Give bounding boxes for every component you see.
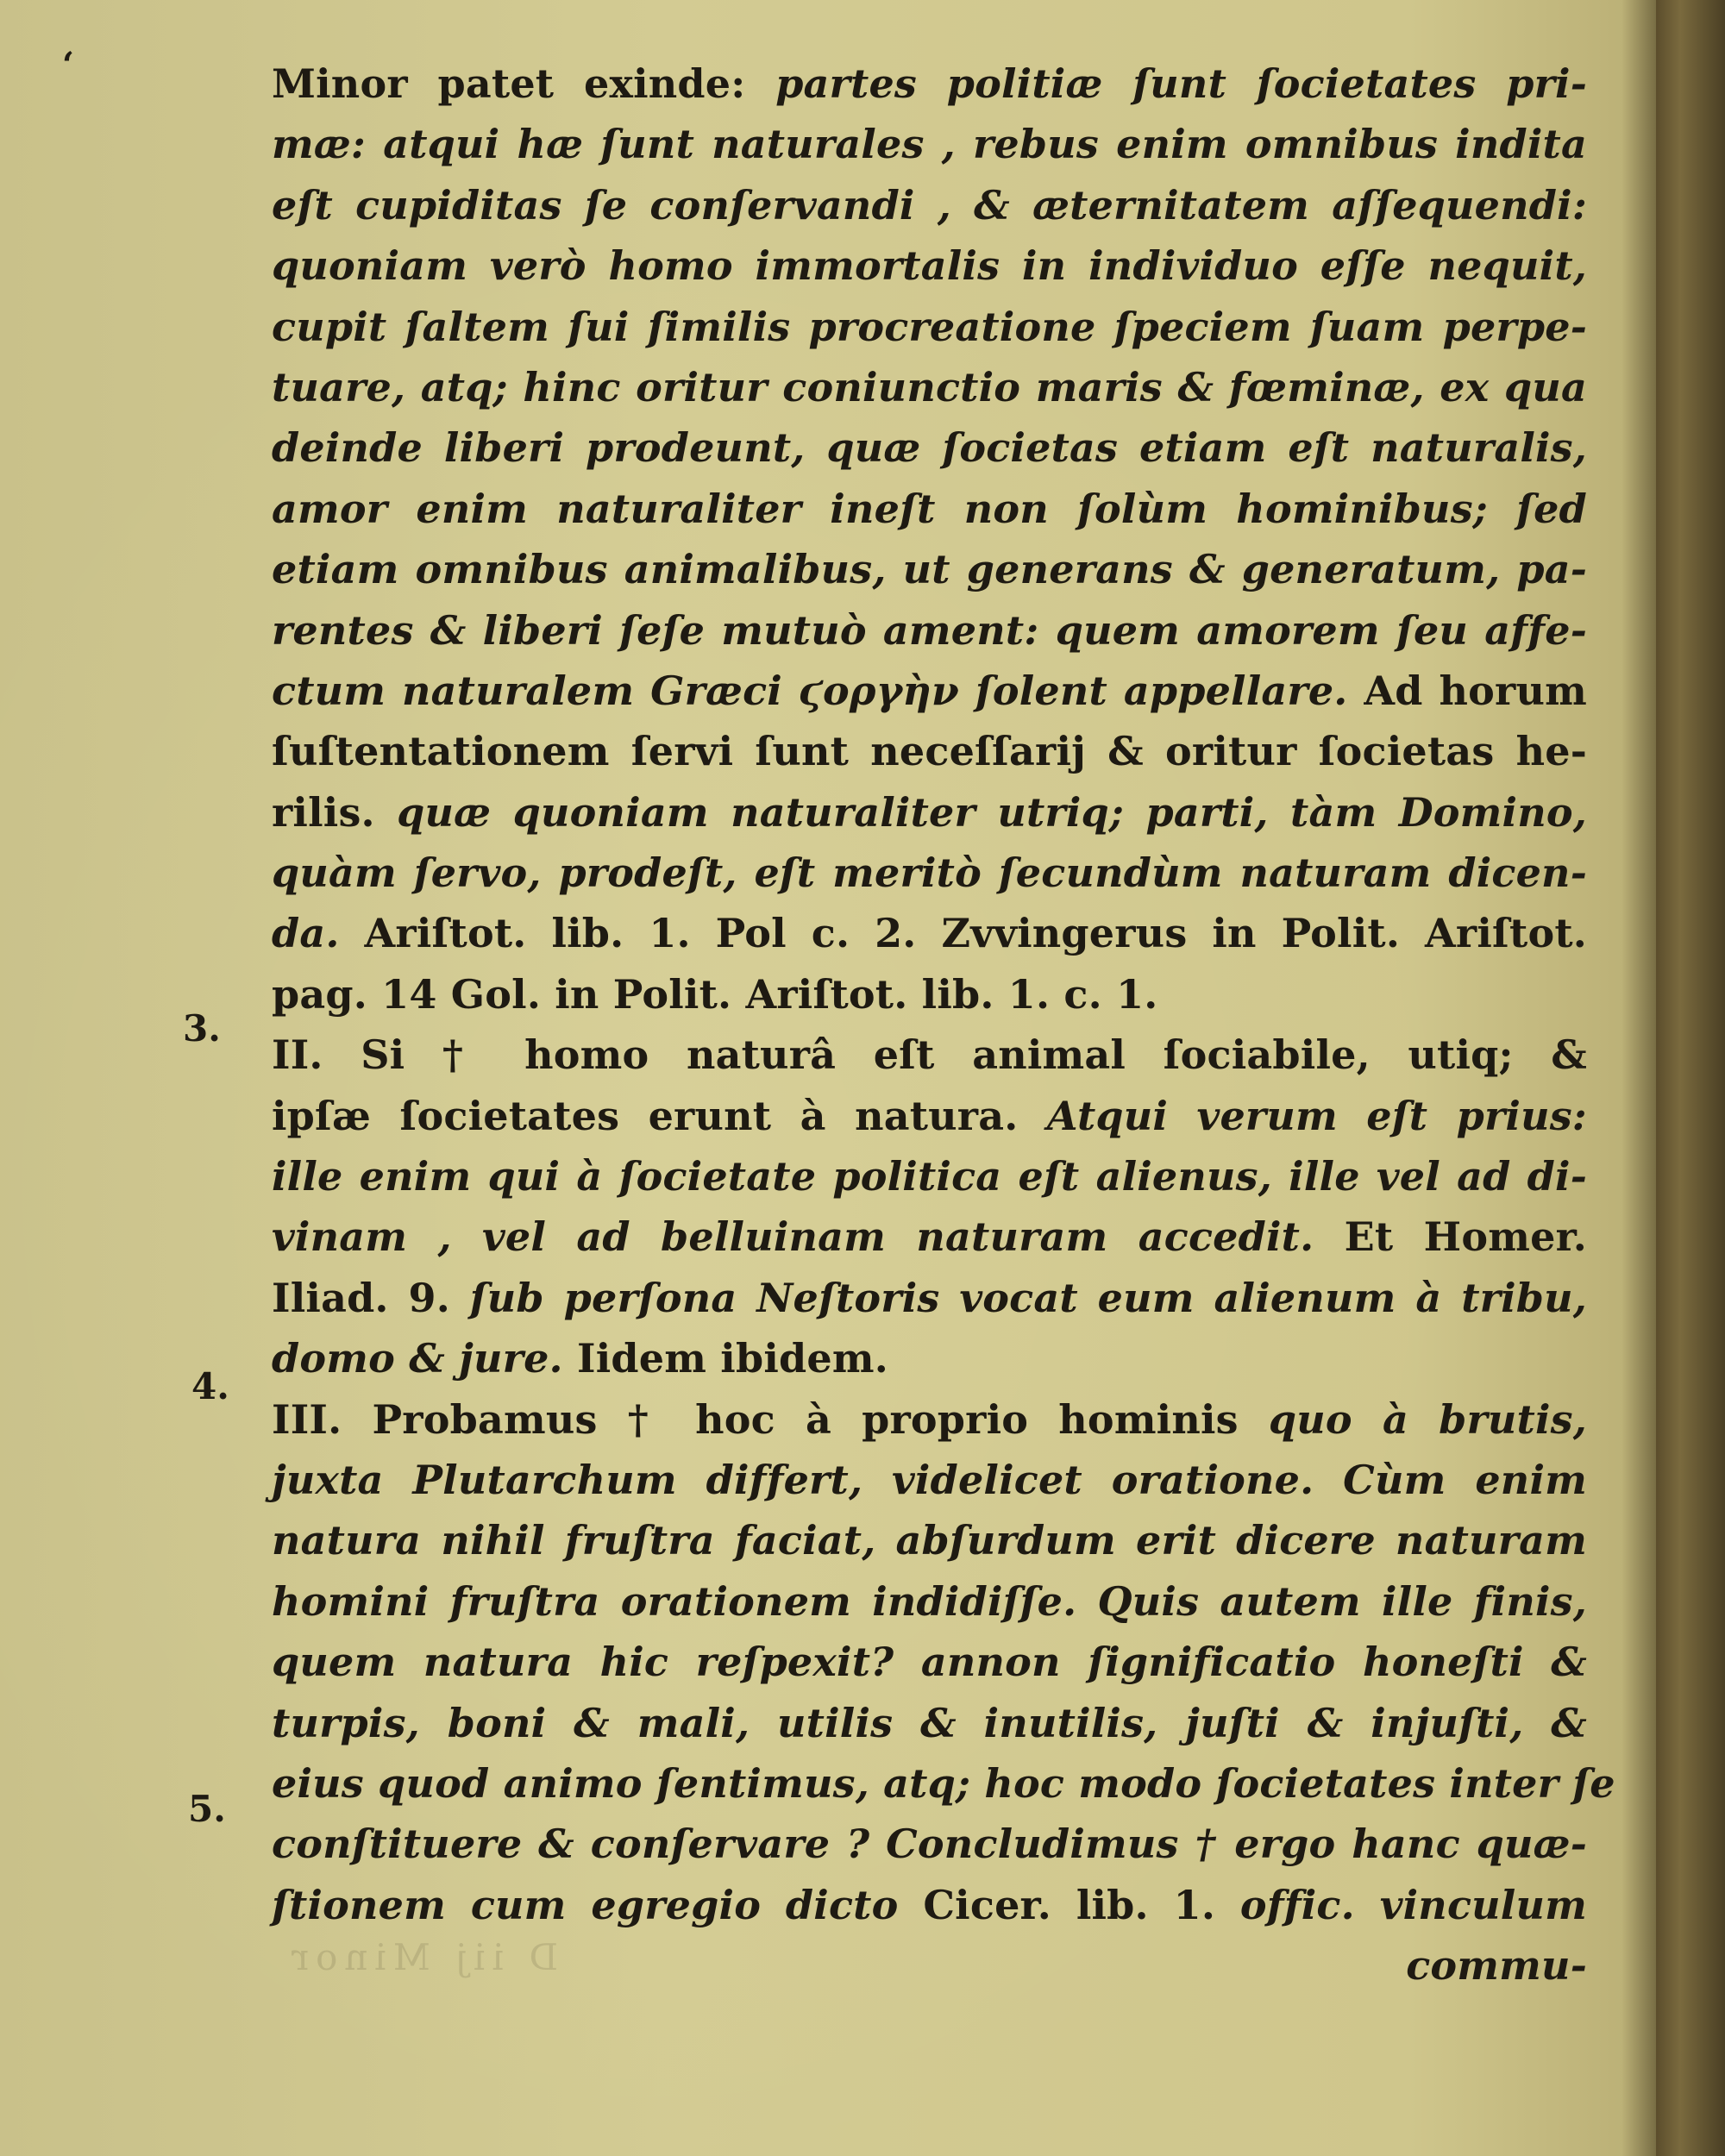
text-run: Ad horum	[1364, 667, 1587, 714]
text-line	[272, 903, 1587, 963]
text-line	[272, 1632, 1587, 1692]
text-line	[272, 661, 1587, 721]
text-run: juxta Plutarchum differt, videlicet oratione. Cùm enim	[272, 1456, 1587, 1503]
text-line	[272, 539, 1587, 599]
text-run: Iliad. 9.	[272, 1274, 470, 1321]
text-line	[272, 1571, 1587, 1632]
text-run: quoniam verò homo immortalis in individuo eſſe nequit,	[272, 242, 1587, 290]
text-line	[272, 782, 1587, 843]
text-run: cupit ſaltem ſui ſimilis procreatione ſpeciem ſuam perpe-	[272, 303, 1587, 350]
text-line	[272, 417, 1587, 478]
text-line	[272, 235, 1587, 296]
text-run: II. Si † homo naturâ eſt animal ſociabile, utiq; &	[272, 1031, 1587, 1079]
text-line	[272, 1268, 1587, 1328]
text-run: rentes & liberi ſeſe mutuò ament: quem amorem ſeu affe-	[272, 606, 1587, 654]
text-run: Iidem ibidem.	[576, 1335, 888, 1382]
margin-number: 4.	[191, 1365, 229, 1407]
text-run: etiam omnibus animalibus, ut generans & generatum, pa-	[272, 546, 1587, 593]
text-line	[272, 1206, 1587, 1267]
text-run: eſt cupiditas ſe conſervandi , & æternitatem aſſequendi:	[272, 181, 1587, 229]
text-run: Ariſtot. lib. 1. Pol c. 2. Zvvingerus in Polit. Ariſtot.	[364, 910, 1587, 957]
text-line	[272, 1510, 1587, 1570]
gutter-shadow	[1622, 0, 1656, 2156]
text-run: quo à brutis,	[1268, 1395, 1587, 1443]
text-run: ſuſtentationem ſervi ſunt neceſſarij & oritur ſocietas he-	[272, 728, 1587, 775]
margin-number: 3.	[183, 1007, 221, 1050]
text-run: III. Probamus † hoc à proprio hominis	[272, 1395, 1269, 1443]
text-run: quàm ſervo, prodeſt, eſt meritò ſecundùm naturam dicen-	[272, 849, 1587, 897]
text-line	[272, 1450, 1587, 1510]
body-text	[272, 53, 1615, 1996]
text-run: deinde liberi prodeunt, quæ ſocietas etiam eſt naturalis,	[272, 424, 1587, 472]
text-run: commu-	[1406, 1942, 1587, 1990]
text-run: vinam , vel ad belluinam naturam accedit.	[272, 1213, 1345, 1261]
text-run: offic. vinculum	[1239, 1881, 1587, 1928]
text-run: tuare, atq; hinc oritur coniunctio maris & fœminæ, ex qua	[272, 363, 1587, 411]
text-line	[272, 357, 1587, 417]
text-line	[272, 114, 1587, 174]
text-run: partes politiæ ſunt ſocietates pri-	[775, 60, 1587, 107]
text-line	[272, 1086, 1587, 1146]
text-line	[272, 721, 1587, 781]
text-run: Et Homer.	[1344, 1213, 1587, 1261]
text-line	[272, 964, 1587, 1025]
text-line	[272, 175, 1587, 235]
text-run: amor enim naturaliter ineſt non ſolùm hominibus; ſed	[272, 485, 1587, 532]
text-run: ſtionem cum egregio dicto	[272, 1881, 924, 1928]
text-line	[272, 53, 1587, 114]
text-run: ille enim qui à ſocietate politica eſt alienus, ille vel ad di-	[272, 1153, 1587, 1200]
text-run: rilis.	[272, 788, 398, 836]
text-line	[272, 1693, 1587, 1753]
text-line	[272, 1146, 1587, 1206]
text-run: Minor patet exinde:	[272, 60, 776, 107]
page-edge	[1656, 0, 1725, 2156]
text-line	[272, 1389, 1587, 1450]
text-run: quem natura hic reſpexit? annon ſignificatio honeſti &	[272, 1639, 1587, 1686]
text-line	[272, 1814, 1587, 1874]
text-run: ctum naturalem Græci ϛοργὴν ſolent appellare.	[272, 667, 1364, 714]
margin-number: 5.	[188, 1788, 226, 1830]
text-line	[272, 297, 1587, 357]
text-run: pag. 14 Gol. in Polit. Ariſtot. lib. 1. c. 1.	[272, 970, 1158, 1018]
text-run: Atqui verum eſt prius:	[1046, 1092, 1587, 1139]
margin-mark: ‘	[62, 45, 74, 85]
text-run: eius quod animo ſentimus, atq; hoc modo ſocietates inter ſe	[272, 1759, 1615, 1807]
text-line	[272, 843, 1587, 903]
text-run: mæ: atqui hæ ſunt naturales , rebus enim omnibus indita	[272, 121, 1587, 168]
text-line	[272, 600, 1587, 661]
text-run: domo & jure.	[272, 1335, 577, 1382]
text-run: ſub perſona Neſtoris vocat eum alienum à tribu,	[469, 1274, 1587, 1321]
text-line	[272, 1328, 1587, 1388]
text-line	[272, 1753, 1615, 1814]
text-line	[272, 479, 1587, 539]
text-run: ipſæ ſocietates erunt à natura.	[272, 1092, 1047, 1139]
show-through-text: D iij Minor	[285, 1936, 559, 1978]
text-run: homini fruſtra orationem indidiſſe. Quis autem ille finis,	[272, 1577, 1587, 1625]
text-run: turpis, boni & mali, utilis & inutilis, juſti & injuſti, &	[272, 1699, 1587, 1746]
text-line	[272, 1875, 1587, 1935]
text-line	[272, 1025, 1587, 1085]
text-run: conſtituere & conſervare ? Concludimus † ergo hanc quæ-	[272, 1821, 1587, 1868]
text-run: quæ quoniam naturaliter utriq; parti, tàm Domino,	[397, 788, 1587, 836]
text-run: natura nihil fruſtra faciat, abſurdum erit dicere naturam	[272, 1517, 1587, 1564]
text-run: da.	[272, 910, 365, 957]
text-run: Cicer. lib. 1.	[923, 1881, 1240, 1928]
